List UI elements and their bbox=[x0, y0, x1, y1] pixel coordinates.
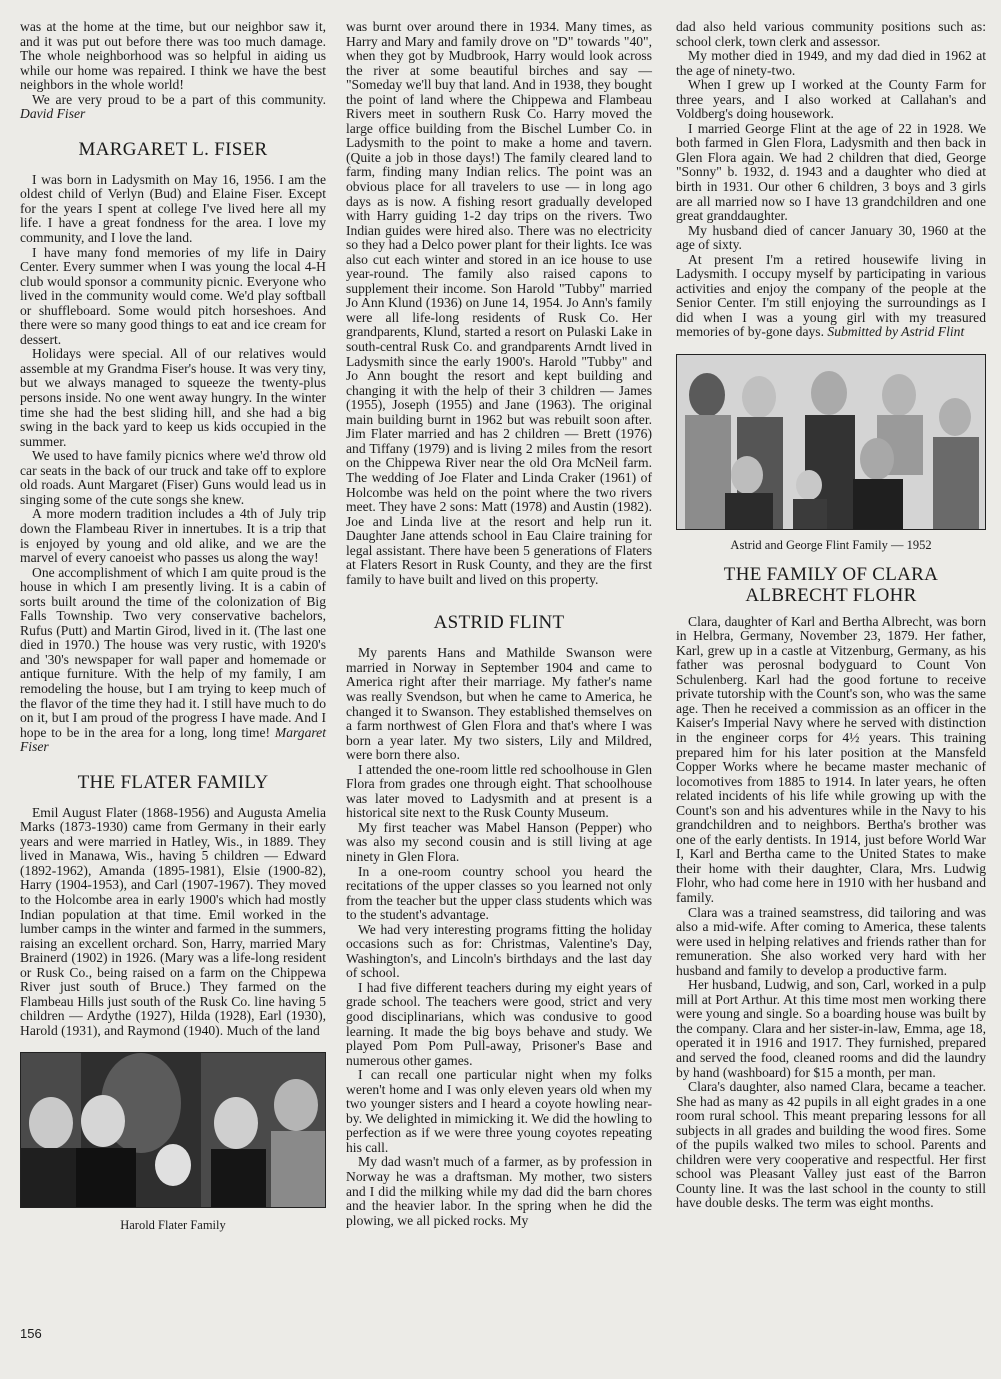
paragraph: was burnt over around there in 1934. Many times, as Harry and Mary and family drove on "D" towards "40", when they got by Mudbrook, Harry would look across the river at some beautiful birches and say — "Someday we'll buy that land. And in 1938, they bought the point of land where the Chippewa and Flambeau Rivers meet in southern Rusk Co. Harry moved the large office building from the Bischel Lumber Co. in Ladysmith to the point to make a home and tavern. (Quite a job in those days!) The family cleared land to farm, finding many Indian relics. The point was an obvious place for all travelers to use — in long ago days as is now. A fishing resort gradually developed with Harry guiding 1-2 day trips on the rivers. Two Indian guides were hired also. There was no electricity so they had a Delco power plant for their lights. Ice was also cut each winter and stored in an ice house to use year-round. The family also raised capons to supplement their income. Son Harold "Tubby" married Jo Ann Klund (1936) on June 14, 1954. Jo Ann's family were all life-long residents of Rusk Co. Her grandparents, Klund, started a resort on Pulaski Lake in south-central Rusk Co. and grandparents Arndt lived in Ladysmith since the early 1900's. Harold "Tubby" and Jo Ann bought the resort and kept building and changing it with the help of their 3 children — James (1955), Joseph (1955) and Jane (1963). The original main building burnt in 1962 but was rebuilt soon after. Jim Flater married and has 2 children — Brett (1976) and Tiffany (1979) and is living 2 miles from the resort on the Chippewa River near the old Ora McNeil farm. The wedding of Joe Flater and Linda Craker (1961) of Holcombe was held on the point where the two rivers meet. They have 2 sons: Matt (1978) and Austin (1982). Joe and Linda live at the resort and help run it. Daughter Jane attends school in Eau Claire training for legal assistant. There have been 5 generations of Flaters at Flaters Resort in Rusk County, and they are the first family to have built and lived on this property. bbox=[346, 19, 652, 587]
paragraph: My first teacher was Mabel Hanson (Pepper) who was also my second cousin and is still living at age ninety in Glen Flora. bbox=[346, 819, 652, 864]
paragraph bbox=[20, 566, 326, 755]
paragraph: was at the home at the time, but our neighbor saw it, and it was put out before there was too much damage. The whole neighborhood was so helpful in aiding us while our home was repaired. I think we have the best neighbors in the whole world! bbox=[20, 19, 326, 93]
paragraph: In a one-room country school you heard the recitations of the upper classes so you learned not only from the teacher but the upper class students which was to the student's advantage. bbox=[346, 863, 652, 923]
paragraph: Clara's daughter, also named Clara, became a teacher. She had as many as 42 pupils in all eight grades in a one room rural school. This meant preparing lessons for all subjects in all grades and building the wood fires. Some of the pupils walked two miles to school. Parents and children were very cooperative and respectful. Her first school was Pleasant Valley just east of the Barron County line. It was the last school in the county to still have double desks. The term was eight months. bbox=[676, 1079, 986, 1211]
family-photo-image bbox=[677, 355, 985, 529]
paragraph: I can recall one particular night when my folks weren't home and I was only eleven years old when my two younger sisters and I heard a coyote howling near-by. We delighted in mimicking it. We did the howling to perfection as if we were three young coyotes repeating his call. bbox=[346, 1067, 652, 1155]
paragraph: My dad wasn't much of a farmer, as by profession in Norway he was a draftsman. My mother, two sisters and I did the milking while my dad did the barn chores and the heavier labor. In the spring when he did the plowing, we all picked rocks. My bbox=[346, 1154, 652, 1228]
paragraph bbox=[20, 93, 326, 122]
column-3 bbox=[676, 20, 986, 1211]
signature: Margaret Fiser bbox=[20, 724, 326, 755]
paragraph-text: At present I'm a retired housewife living in Ladysmith. I occupy myself by participating in various activities and enjoy the company of the people at the Senior Center. I'm still enjoying the surroundings as I did when I was a young girl with my treasured memories of by-gone days. bbox=[676, 251, 986, 340]
section-title-clara-albrecht-flohr bbox=[676, 564, 986, 606]
section-title-line: ALBRECHT FLOHR bbox=[745, 584, 917, 606]
paragraph-text: One accomplishment of which I am quite proud is the house in which I am presently living. It is a cabin of sorts built around the time of the colonization of Big Falls Township. Two very conservative bachelors, Rufus (Putt) and Martin Girod, lived in it. (The last one died in 1970.) The house was very rustic, with 1920's and '30's newspaper for wall paper and homemade or antique furniture. With the help of my family, I am remodeling the house, but I am trying to keep much of the flavor of the time they had it. I still have much to do on it, but I am proud of the progress I have made. And I hope to be in the area for a long, long time! bbox=[20, 564, 326, 740]
paragraph: We had very interesting programs fitting the holiday occasions such as for: Christmas, Valentine's Day, Washington's, and Lincoln's birthdays and the last day of school. bbox=[346, 921, 652, 981]
family-photo-image bbox=[21, 1053, 325, 1207]
signature: Submitted by Astrid Flint bbox=[827, 324, 965, 340]
paragraph: I had five different teachers during my eight years of grade school. The teachers were good, strict and very good disciplinarians, which was condusive to good learning. It made the big boys behave and study. We played Pom Pom Pull-away, Prisoner's Base and numerous other games. bbox=[346, 979, 652, 1068]
column-1 bbox=[20, 20, 326, 1233]
section-title-astrid-flint: ASTRID FLINT bbox=[433, 612, 565, 634]
paragraph: A more modern tradition includes a 4th of July trip down the Flambeau River in innertubes. It is a trip that is enjoyed by young and old alike, and we are the marvel of every canoeist who passes us along the way! bbox=[20, 506, 326, 566]
paragraph-text: We are very proud to be a part of this community. bbox=[32, 91, 326, 107]
paragraph: When I grew up I worked at the County Farm for three years, and I also worked at Callahan's and Voldberg's doing housework. bbox=[676, 77, 986, 122]
photo-caption: Astrid and George Flint Family — 1952 bbox=[730, 538, 932, 553]
paragraph: Clara was a trained seamstress, did tailoring and was also a mid-wife. After coming to America, these talents were used in helping relatives and friends rather than for remuneration. She also worked very hard with her husband and family to develop a productive farm. bbox=[676, 904, 986, 978]
harold-flater-family-photo bbox=[20, 1052, 326, 1208]
paragraph: I have many fond memories of my life in Dairy Center. Every summer when I was young the local 4-H club would sponsor a community picnic. Everyone who lived in the community would come. We'd play softball or shuffleboard. Some would pitch horseshoes. And there were so many good things to eat and ice cream for dessert. bbox=[20, 244, 326, 347]
paragraph: Her husband, Ludwig, and son, Carl, worked in a pulp mill at Port Arthur. At this time most men working there were young and single. So a boarding house was built by the company. Clara and her sister-in-law, Emma, age 18, operated it in 1916 and 1917. They furnished, prepared and served the food, cleaned rooms and did the laundry by hand (washboard) for $15 a month, per man. bbox=[676, 977, 986, 1080]
paragraph: Holidays were special. All of our relatives would assemble at my Grandma Fiser's house. It was very tiny, but we always managed to squeeze the twenty-plus persons inside. No one went away hungry. In the winter time she had the best sliding hill, and she had a big swing in the back yard to keep us kids occupied in the summer. bbox=[20, 346, 326, 449]
astrid-george-flint-family-photo bbox=[676, 354, 986, 530]
paragraph: Emil August Flater (1868-1956) and Augusta Amelia Marks (1873-1930) came from Germany in their early years and were married in Hatley, Wis., in 1889. They lived in Manawa, Wis., having 5 children — Edward (1892-1962), Amanda (1895-1981), Elsie (1900-82), Harry (1904-1953), and Carl (1907-1967). They moved to the Holcombe area in early 1900's which had mostly Indian population at that time. Emil worked in the lumber camps in the winter and farmed in the summers, raising an excellent orchard. Son, Harry, married Mary Brainerd (1902) in 1926. (Mary was a life-long resident or Rusk Co., being raised on a farm on the Chippewa River just south of Bruce.) They farmed on the Flambeau Hills just south of the Rusk Co. line having 5 children — Ardythe (1927), Hilda (1928), Earl (1930), Harold (1931), and Raymond (1940). Much of the land bbox=[20, 804, 326, 1038]
section-title-line: THE FAMILY OF CLARA bbox=[723, 563, 939, 585]
signature: David Fiser bbox=[20, 106, 86, 122]
paragraph: We used to have family picnics where we'd throw old car seats in the back of our truck and take off to explore old roads. Aunt Margaret (Fiser) Guns would lead us in singing some of the cute songs she knew. bbox=[20, 448, 326, 507]
paragraph: I married George Flint at the age of 22 in 1928. We both farmed in Glen Flora, Ladysmith and then back in Glen Flora again. We had 2 children that died, George "Sonny" b. 1932, d. 1943 and a daughter who died at birth in 1931. Our other 6 children, 3 boys and 3 girls are all married now so I have 13 grandchildren and one great granddaughter. bbox=[676, 120, 986, 224]
paragraph: My husband died of cancer January 30, 1960 at the age of sixty. bbox=[676, 222, 986, 253]
column-2 bbox=[346, 20, 652, 1228]
section-title-margaret-fiser: MARGARET L. FISER bbox=[78, 138, 268, 160]
section-title-flater-family: THE FLATER FAMILY bbox=[77, 771, 269, 793]
paragraph: My parents Hans and Mathilde Swanson were married in Norway in September 1904 and came to America right after their marriage. My father's name was really Svendson, but when he came to America, he changed it to Swanson. They established themselves on a farm northwest of Glen Flora and that's where I was born a year later. My two sisters, Lily and Mildred, were born there also. bbox=[346, 645, 652, 763]
paragraph: Clara, daughter of Karl and Bertha Albrecht, was born in Helbra, Germany, November 23, 1879. Her father, Karl, grew up in a castle at Vitzenburg, Germany, as his father was perosnal bodyguard to Count Von Schulenberg. Karl had the good fortune to receive private tutorship with the Count's son, who was the same age. Then he received a commission as an officer in the Kaiser's Imperial Navy where he served with distinction in the engineer corps for 4½ years. This training prepared him for his later position at the Mansfeld Copper Works where he became master mechanic of locomotives from 1885 to 1914. In later years, he often related incidents of his life while growing up with the Count's son and his adventures while in the Navy to his grandchildren and to neighbors. Bertha's brother was one of the early dentists. In 1914, just before World War I, Karl and Bertha came to the United States to make their home with their daughter, Clara, Mrs. Ludwig Flohr, who had come here in 1910 with her husband and family. bbox=[676, 613, 986, 905]
paragraph: I attended the one-room little red schoolhouse in Glen Flora from grades one through eight. That schoolhouse was later moved to Ladysmith and at present is a historical site next to the Rusk County Museum. bbox=[346, 761, 652, 821]
page-number: 156 bbox=[20, 1326, 42, 1341]
paragraph: I was born in Ladysmith on May 16, 1956. I am the oldest child of Verlyn (Bud) and Elaine Fiser. Except for the years I spent at college I've lived here all my life. I have a great fondness for the area. I love my community, and I love the land. bbox=[20, 171, 326, 246]
photo-caption: Harold Flater Family bbox=[120, 1218, 226, 1233]
paragraph: dad also held various community positions such as: school clerk, town clerk and assessor. bbox=[676, 19, 986, 49]
paragraph: My mother died in 1949, and my dad died in 1962 at the age of ninety-two. bbox=[676, 48, 986, 78]
paragraph bbox=[676, 253, 986, 340]
